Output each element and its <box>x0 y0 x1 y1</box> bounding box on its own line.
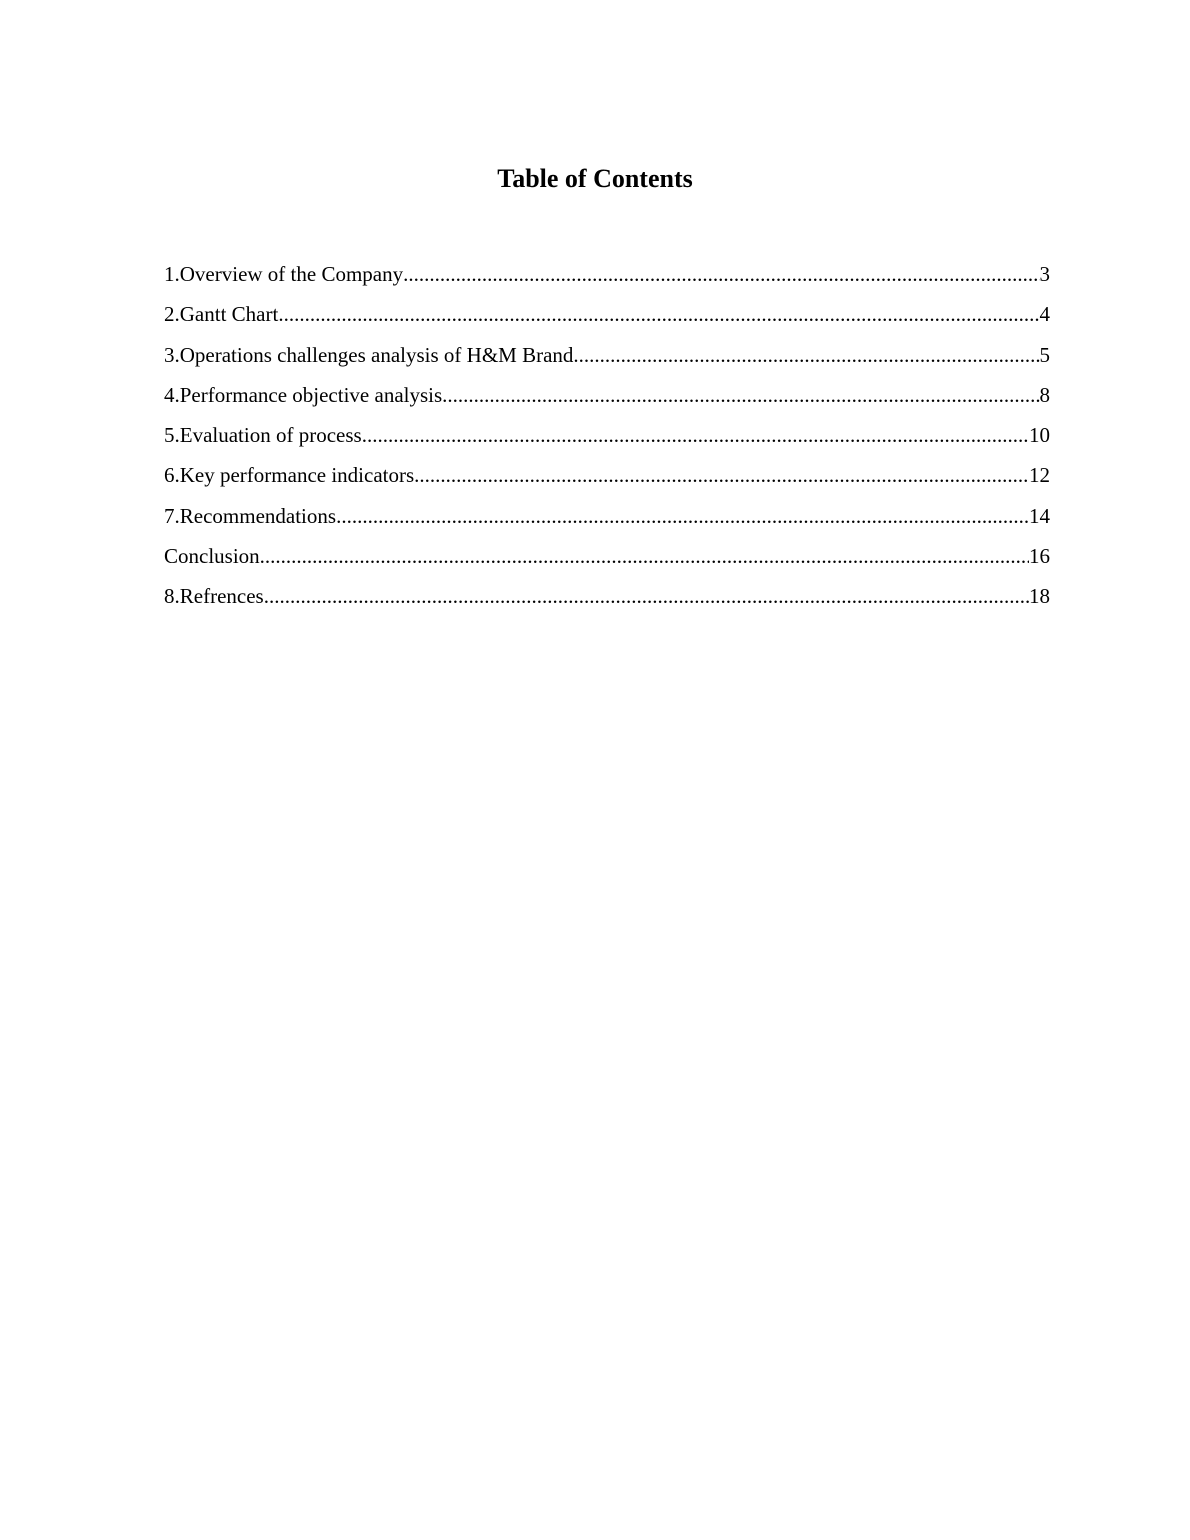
toc-entry-label: 7.Recommendations <box>164 503 337 528</box>
toc-entry-evaluation-of-process[interactable] <box>164 421 1050 461</box>
toc-entry-label: 1.Overview of the Company <box>164 262 404 286</box>
toc-entry-label: Conclusion <box>164 543 260 568</box>
toc-list <box>164 260 1050 622</box>
toc-dot-leader <box>336 502 1029 530</box>
toc-entry-performance-objective[interactable] <box>164 381 1050 421</box>
toc-entry-recommendations[interactable] <box>164 502 1050 542</box>
toc-entry-label: 2.Gantt Chart <box>164 302 279 327</box>
toc-entry-page-number: 8 <box>1039 382 1050 407</box>
toc-entry-page-number: 12 <box>1029 463 1050 488</box>
toc-entry-page-number: 4 <box>1039 302 1050 327</box>
toc-entry-references[interactable] <box>164 582 1050 622</box>
toc-dot-leader <box>442 381 1039 409</box>
toc-entry-key-performance-indicators[interactable] <box>164 461 1050 501</box>
toc-dot-leader <box>362 421 1029 449</box>
toc-entry-label: 8.Refrences <box>164 584 264 608</box>
toc-entry-page-number: 3 <box>1039 262 1050 286</box>
toc-entry-label: 6.Key performance indicators <box>164 463 415 488</box>
toc-entry-label: 5.Evaluation of process <box>164 423 362 447</box>
toc-dot-leader <box>414 461 1029 489</box>
toc-entry-overview[interactable] <box>164 260 1050 300</box>
toc-title: Table of Contents <box>497 164 693 193</box>
toc-entry-page-number: 10 <box>1029 423 1050 447</box>
toc-entry-operations-challenges[interactable] <box>164 341 1050 381</box>
toc-entry-page-number: 16 <box>1029 543 1050 568</box>
toc-entry-page-number: 18 <box>1029 584 1050 608</box>
toc-entry-conclusion[interactable] <box>164 542 1050 582</box>
toc-dot-leader <box>260 542 1029 570</box>
toc-entry-page-number: 5 <box>1039 342 1050 367</box>
toc-dot-leader <box>278 300 1039 328</box>
toc-dot-leader <box>573 341 1039 369</box>
toc-dot-leader <box>403 260 1039 288</box>
toc-entry-label: 3.Operations challenges analysis of H&M Brand <box>164 342 574 367</box>
toc-entry-gantt-chart[interactable] <box>164 300 1050 340</box>
toc-entry-label: 4.Performance objective analysis <box>164 382 443 407</box>
toc-dot-leader <box>264 582 1029 610</box>
toc-entry-page-number: 14 <box>1029 503 1050 528</box>
